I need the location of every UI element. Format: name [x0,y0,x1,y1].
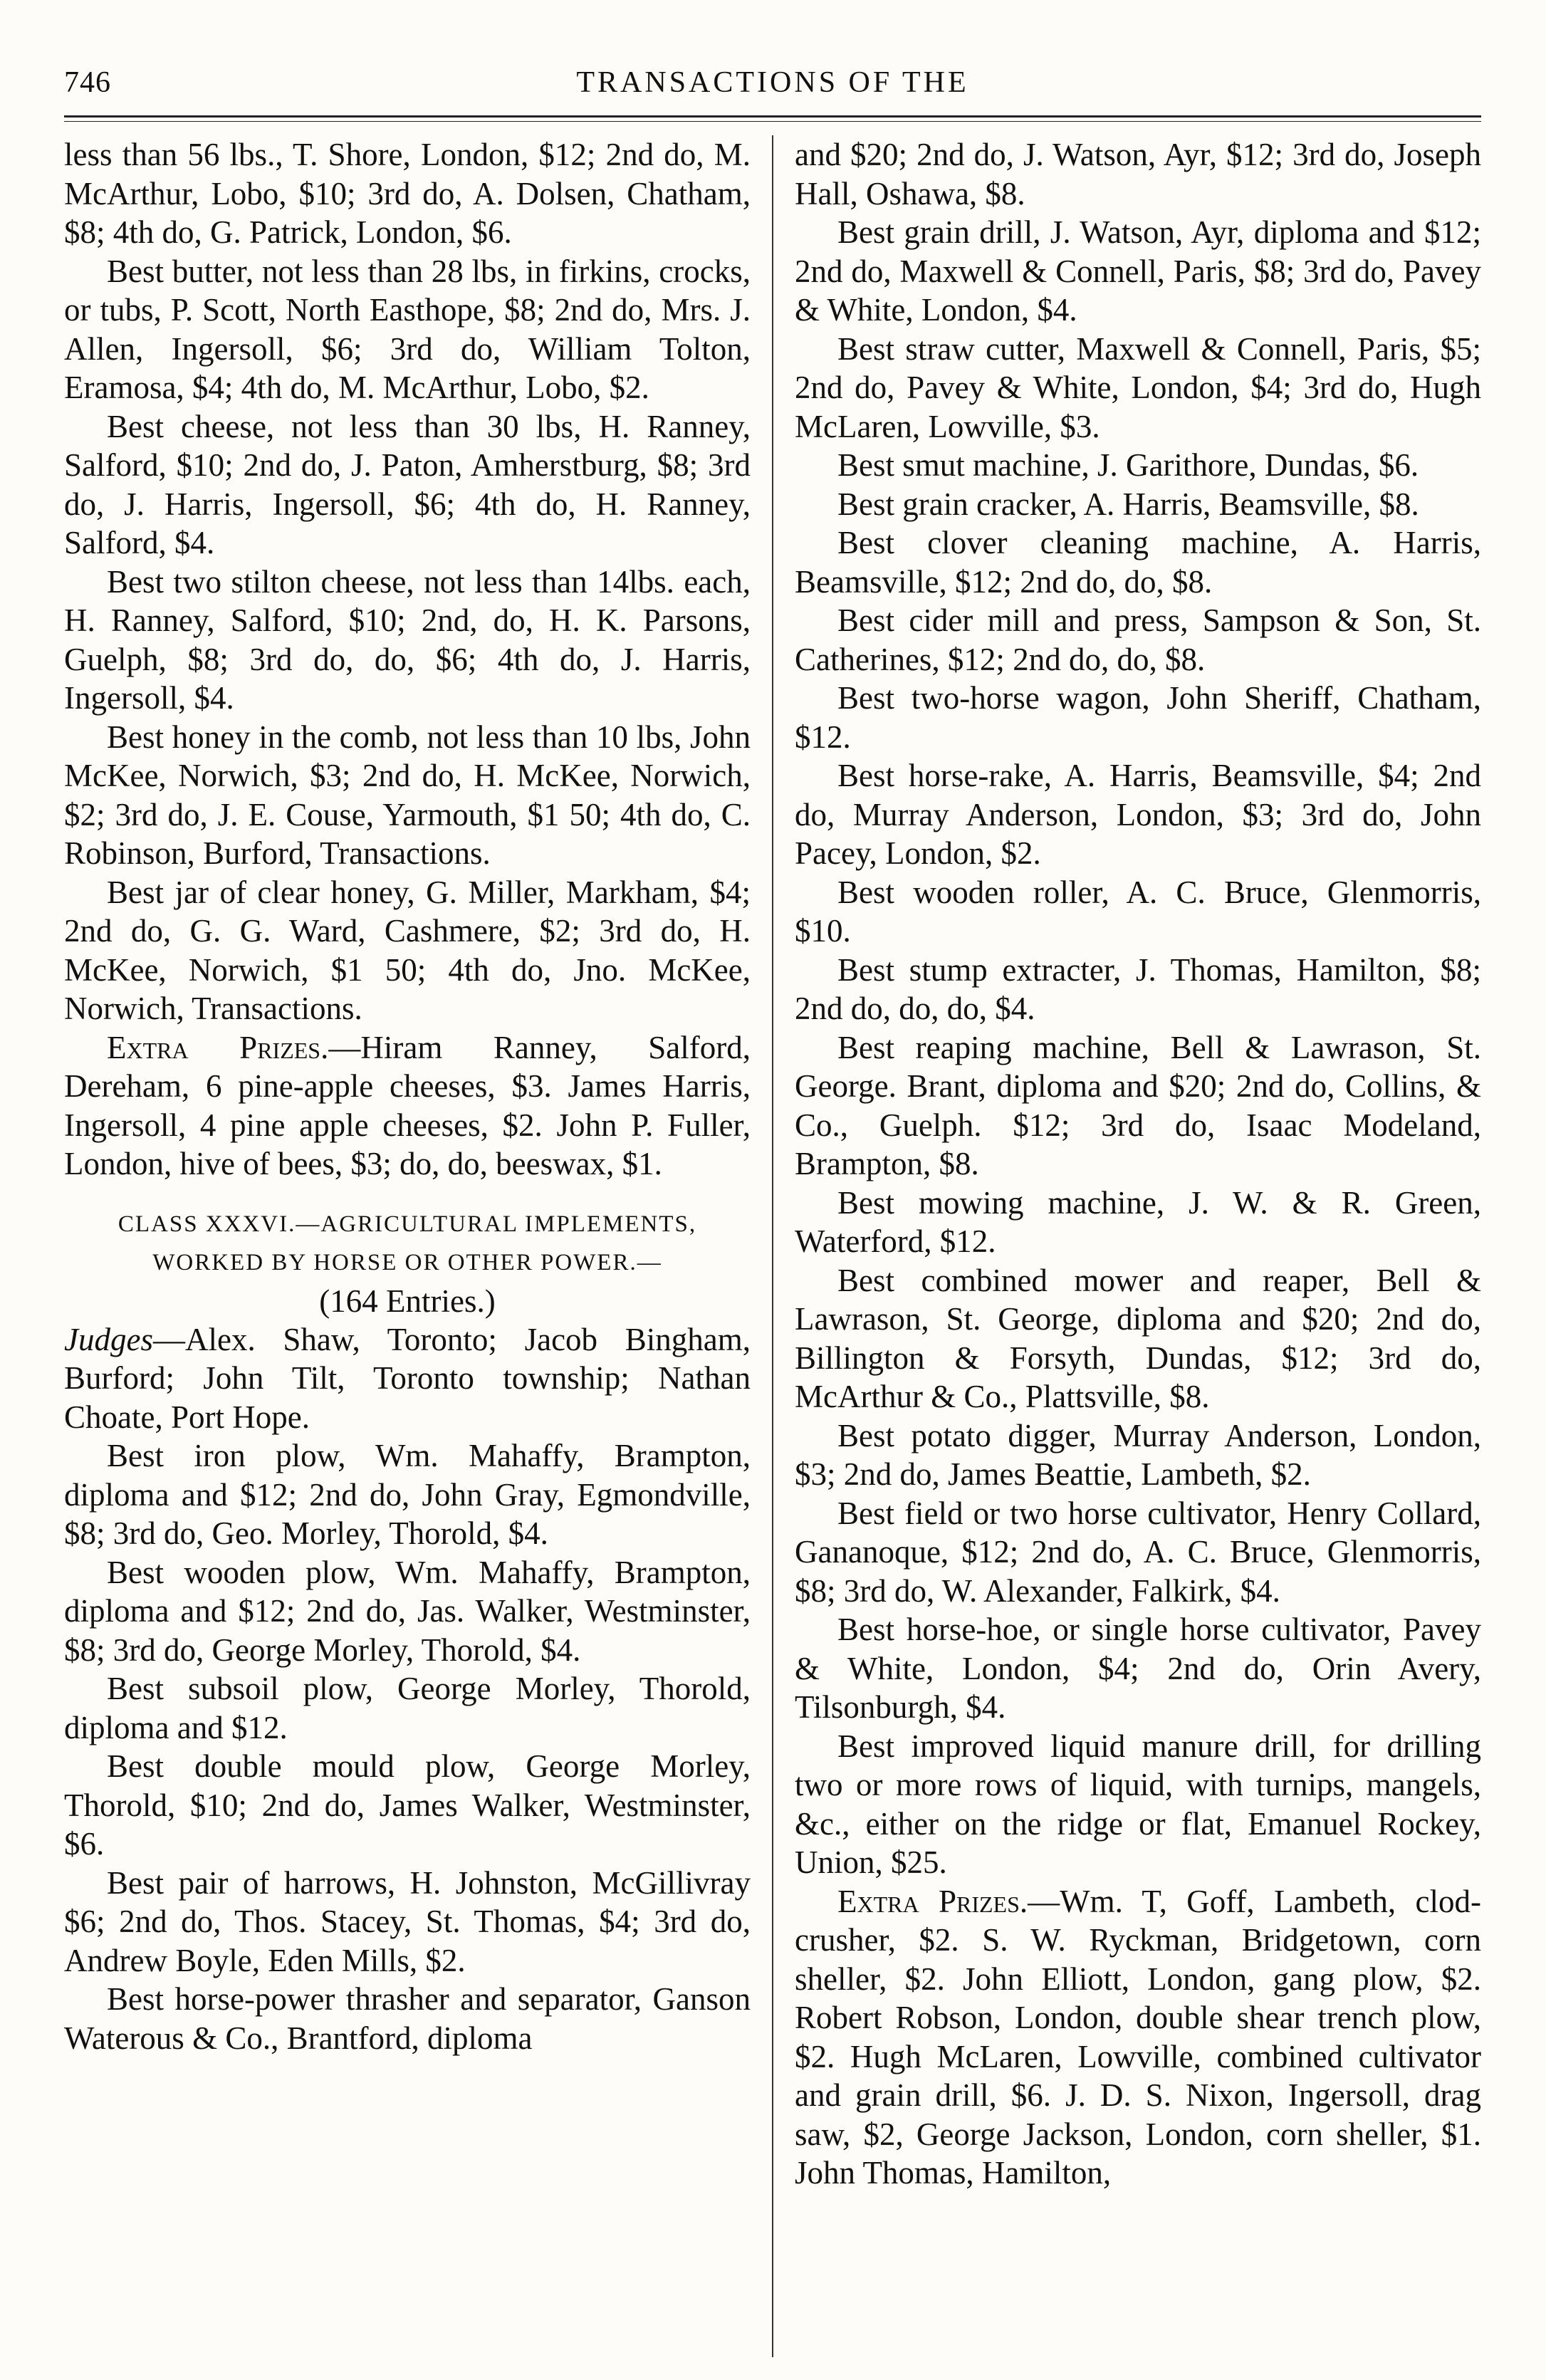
paragraph: Best wooden roller, A. C. Bruce, Glenmorris, $10. [795,874,1481,949]
paragraph: Best improved liquid manure drill, for drilling two or more rows of liquid, with turnips, mangels, &c., either on the ridge or flat, Emanuel Rockey, Union, $25. [795,1728,1481,1880]
paragraph: Best pair of harrows, H. Johnston, McGillivray $6; 2nd do, Thos. Stacey, St. Thomas, $4; 3rd do, Andrew Boyle, Eden Mills, $2. [64,1864,751,1978]
text-columns [64,135,1481,2357]
paragraph: Best double mould plow, George Morley, Thorold, $10; 2nd do, James Walker, Westminster, $6. [64,1748,751,1862]
entries-count: (164 Entries.) [319,1283,496,1319]
paragraph: and $20; 2nd do, J. Watson, Ayr, $12; 3rd do, Joseph Hall, Oshawa, $8. [795,137,1481,212]
paragraph: Best jar of clear honey, G. Miller, Markham, $4; 2nd do, G. G. Ward, Cashmere, $2; 3rd do, H. McKee, Norwich, $1 50; 4th do, Jno. McKee, Norwich, Transactions. [64,874,751,1026]
paragraph: Best subsoil plow, George Morley, Thorold, diploma and $12. [64,1671,751,1745]
paragraph: Best butter, not less than 28 lbs, in firkins, crocks, or tubs, P. Scott, North Easthope, $8; 2nd do, Mrs. J. Allen, Ingersoll, $6; 3rd do, William Tolton, Eramosa, $4; 4th do, M. McArthur, Lobo, $2. [64,253,751,405]
paragraph: Best potato digger, Murray Anderson, London, $3; 2nd do, James Beattie, Lambeth, $2. [795,1417,1481,1492]
paragraph: Best field or two horse cultivator, Henry Collard, Gananoque, $12; 2nd do, A. C. Bruce, Glenmorris, $8; 3rd do, W. Alexander, Falkirk, $4. [795,1495,1481,1609]
extra-prizes-text: —Hiram Ranney, Salford, Dereham, 6 pine-apple cheeses, $3. James Harris, Ingersoll, 4 pine apple cheeses, $2. John P. Fuller, London, hive of bees, $3; do, do, beeswax, $1. [64,1029,751,1181]
paragraph: Best clover cleaning machine, A. Harris, Beamsville, $12; 2nd do, do, $8. [795,525,1481,600]
extra-prizes-label: Extra Prizes. [837,1883,1028,1919]
header-rule [64,115,1481,122]
page-number: 746 [64,66,111,99]
paragraph: Best horse-rake, A. Harris, Beamsville, $4; 2nd do, Murray Anderson, London, $3; 3rd do, John Pacey, London, $2. [795,758,1481,871]
class-heading-line-1: CLASS XXXVI.—AGRICULTURAL IMPLEMENTS, [117,1211,697,1237]
judges-paragraph [64,1320,751,1437]
paragraph: Best grain cracker, A. Harris, Beamsville, $8. [837,486,1419,522]
judges-text: —Alex. Shaw, Toronto; Jacob Bingham, Burford; John Tilt, Toronto township; Nathan Choate, Port Hope. [64,1321,751,1435]
paragraph: Best iron plow, Wm. Mahaffy, Brampton, diploma and $12; 2nd do, John Gray, Egmondville, $8; 3rd do, Geo. Morley, Thorold, $4. [64,1438,751,1551]
paragraph: Best straw cutter, Maxwell & Connell, Paris, $5; 2nd do, Pavey & White, London, $4; 3rd do, Hugh McLaren, Lowville, $3. [795,330,1481,444]
paragraph: Best smut machine, J. Garithore, Dundas, $6. [837,447,1419,483]
paragraph: Best grain drill, J. Watson, Ayr, diploma and $12; 2nd do, Maxwell & Connell, Paris, $8; 3rd do, Pavey & White, London, $4. [795,214,1481,328]
paragraph: Best combined mower and reaper, Bell & Lawrason, St. George, diploma and $20; 2nd do, Billington & Forsyth, Dundas, $12; 3rd do, McArthur & Co., Plattsville, $8. [795,1262,1481,1414]
paragraph: Best horse-power thrasher and separator, Ganson Waterous & Co., Brantford, diploma [64,1981,751,2056]
paragraph: Best two stilton cheese, not less than 14lbs. each, H. Ranney, Salford, $10; 2nd, do, H. K. Parsons, Guelph, $8; 3rd do, do, $6; 4th do, J. Harris, Ingersoll, $4. [64,563,751,716]
paragraph: Best horse-hoe, or single horse cultivator, Pavey & White, London, $4; 2nd do, Orin Avery, Tilsonburgh, $4. [795,1612,1481,1725]
paragraph: Best two-horse wagon, John Sheriff, Chatham, $12. [795,680,1481,755]
paragraph: Best cider mill and press, Sampson & Son, St. Catherines, $12; 2nd do, do, $8. [795,602,1481,677]
paragraph: Best cheese, not less than 30 lbs, H. Ranney, Salford, $10; 2nd do, J. Paton, Amherstburg, $8; 3rd do, J. Harris, Ingersoll, $6; 4th do, H. Ranney, Salford, $4. [64,408,751,560]
extra-prizes-label: Extra Prizes. [107,1029,329,1065]
right-column [773,135,1481,2357]
left-column [64,135,772,2357]
extra-prizes-paragraph [795,1882,1481,2193]
paragraph: less than 56 lbs., T. Shore, London, $12; 2nd do, M. McArthur, Lobo, $10; 3rd do, A. Dolsen, Chatham, $8; 4th do, G. Patrick, London, $6. [64,137,751,250]
extra-prizes-paragraph [64,1028,751,1184]
running-title: TRANSACTIONS OF THE [576,66,969,99]
judges-label: Judges [64,1321,153,1357]
page-header [64,57,1481,114]
class-heading-line-2: WORKED BY HORSE OR OTHER POWER.— [152,1249,662,1275]
paragraph: Best stump extracter, J. Thomas, Hamilton, $8; 2nd do, do, do, $4. [795,951,1481,1026]
paragraph: Best reaping machine, Bell & Lawrason, St. George. Brant, diploma and $20; 2nd do, Collins, & Co., Guelph. $12; 3rd do, Isaac Modeland, Brampton, $8. [795,1029,1481,1181]
book-page [64,57,1481,2357]
extra-prizes-text: —Wm. T, Goff, Lambeth, clod-crusher, $2. S. W. Ryckman, Bridgetown, corn sheller, $2. John Elliott, London, gang plow, $2. Robert Robson, London, double shear trench plow, $2. Hugh McLaren, Lowville, combined cultivator and grain drill, $6. J. D. S. Nixon, Ingersoll, drag saw, $2, George Jackson, London, corn sheller, $1. John Thomas, Hamilton, [795,1883,1481,2191]
paragraph: Best mowing machine, J. W. & R. Green, Waterford, $12. [795,1184,1481,1259]
paragraph: Best honey in the comb, not less than 10 lbs, John McKee, Norwich, $3; 2nd do, H. McKee, Norwich, $2; 3rd do, J. E. Couse, Yarmouth, $1 50; 4th do, C. Robinson, Burford, Transactions. [64,719,751,871]
paragraph: Best wooden plow, Wm. Mahaffy, Brampton, diploma and $12; 2nd do, Jas. Walker, Westminster, $8; 3rd do, George Morley, Thorold, $4. [64,1554,751,1668]
